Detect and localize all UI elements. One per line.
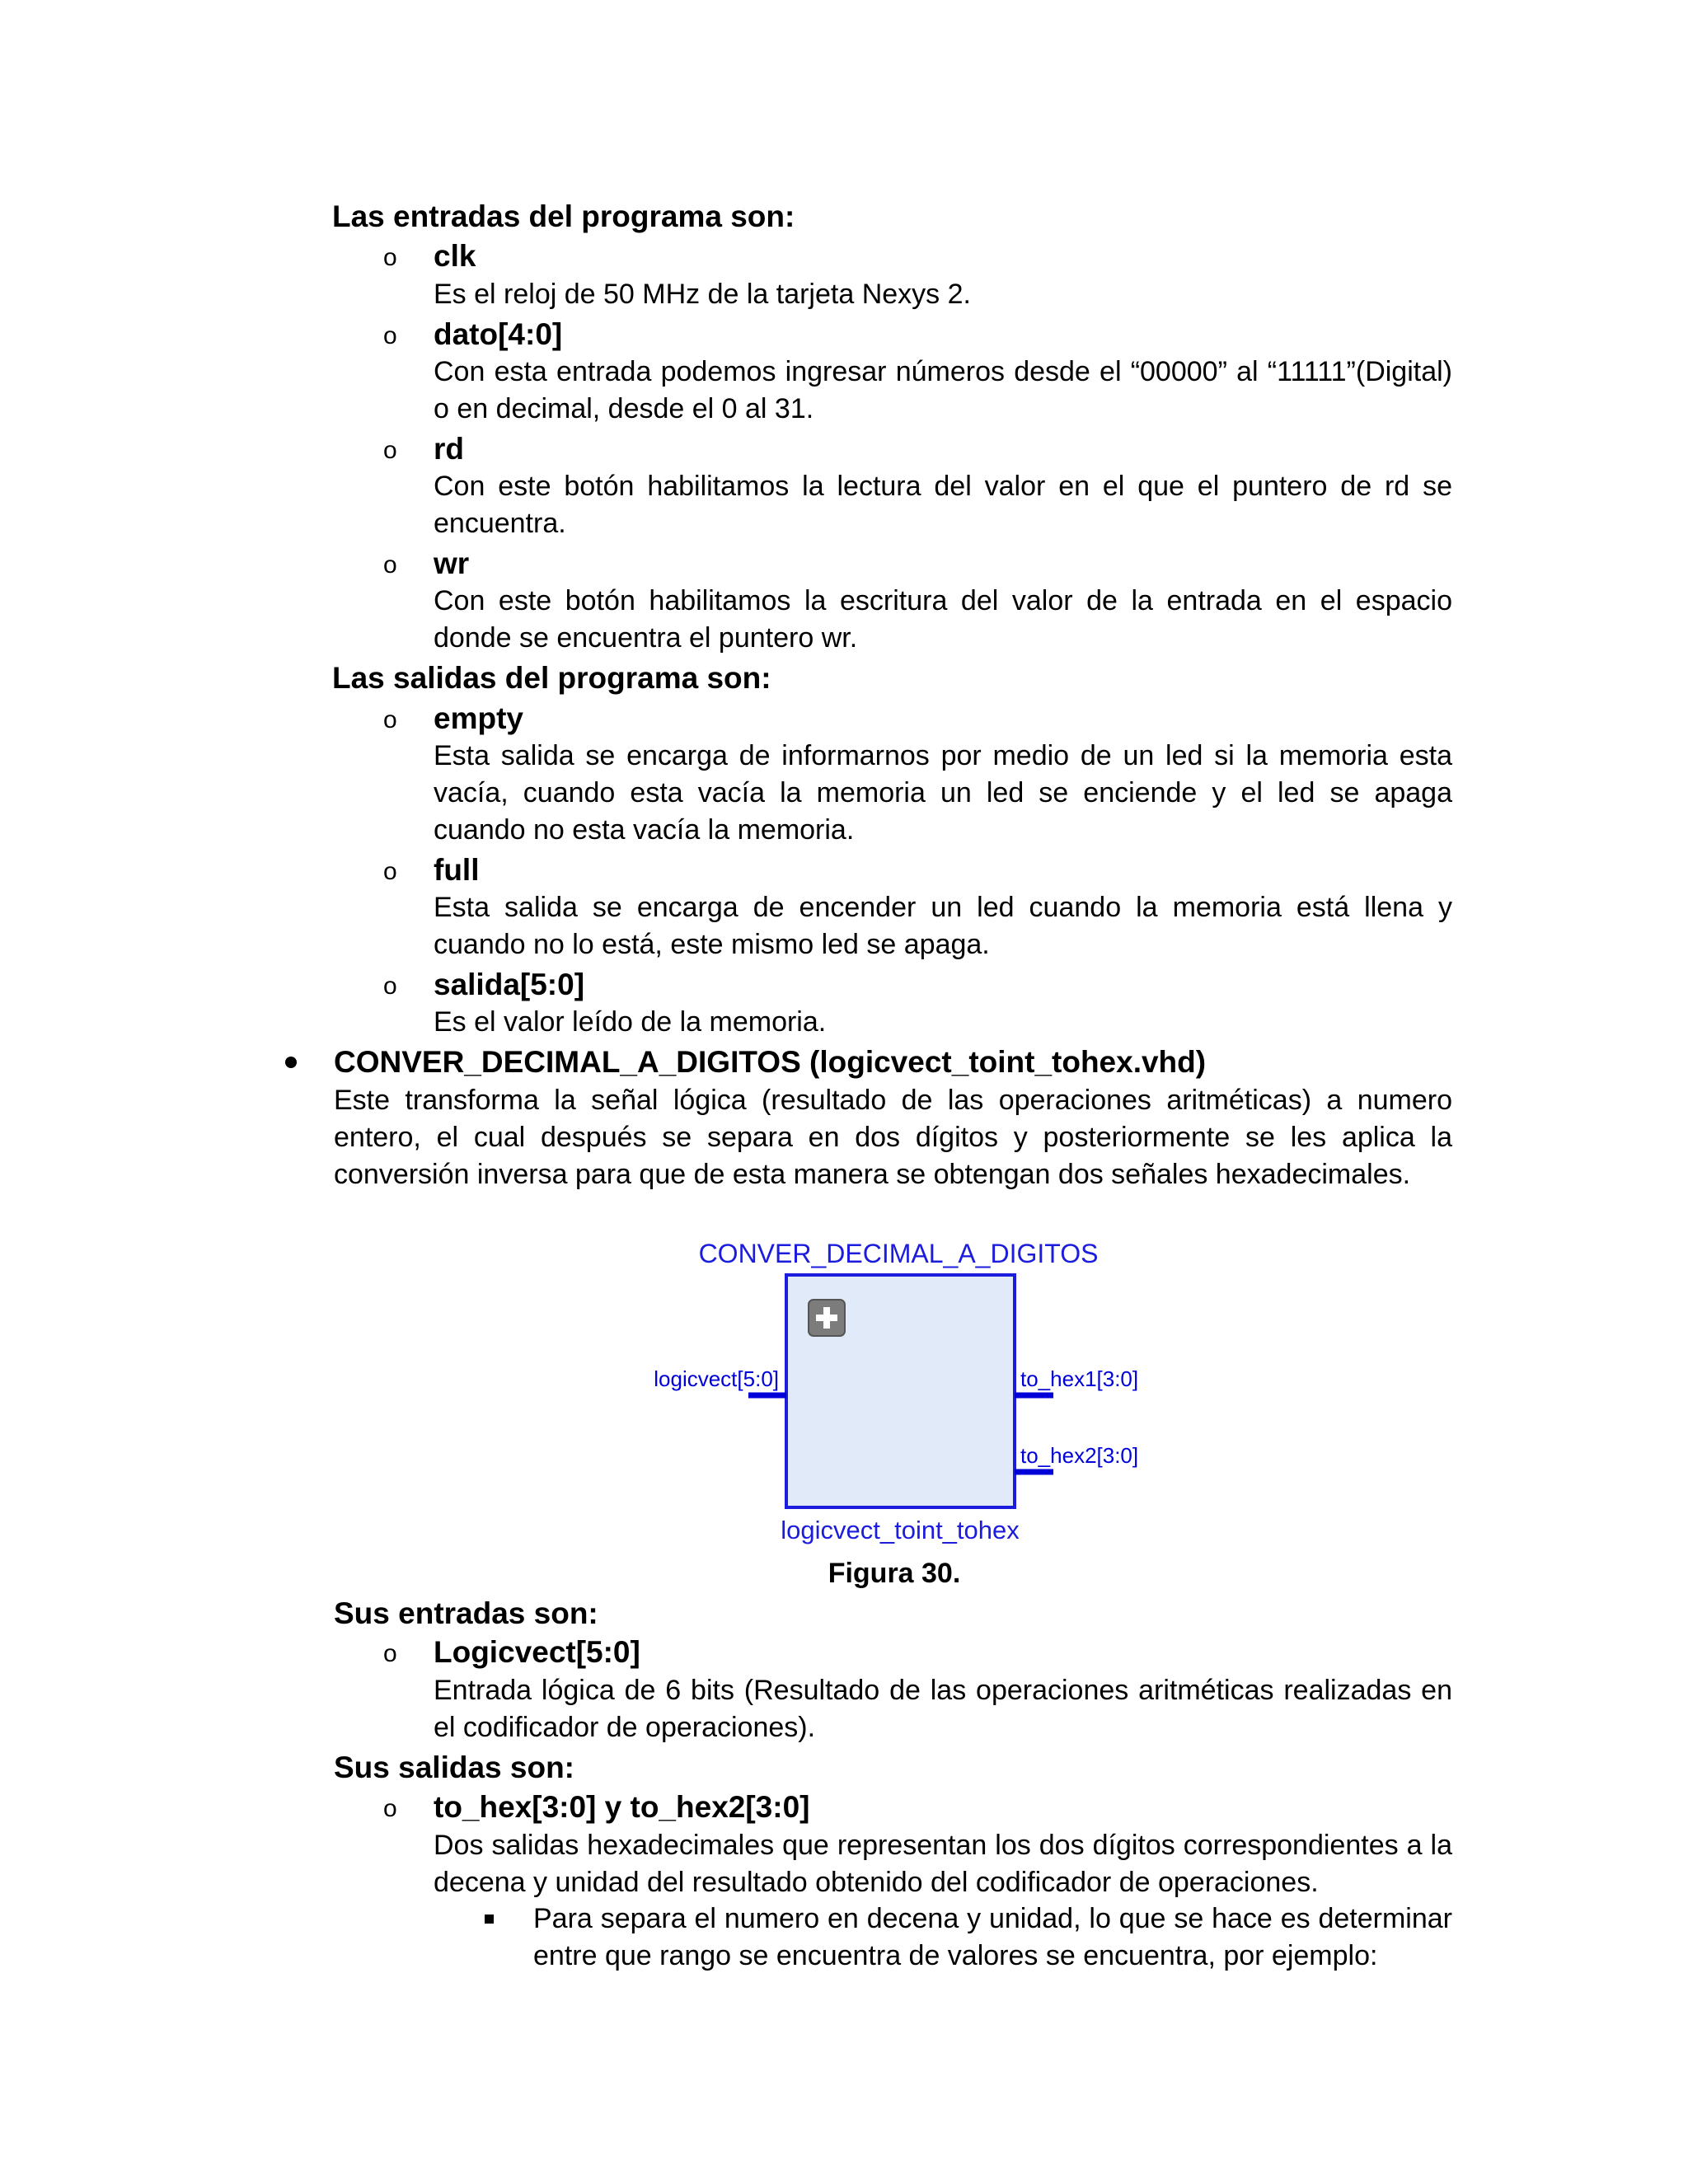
term-logicvect: Logicvect[5:0]	[434, 1635, 640, 1669]
inputs-heading: Las entradas del programa son:	[332, 199, 795, 233]
term-full: full	[434, 853, 480, 887]
square-bullet-icon	[485, 1915, 494, 1924]
figure-caption: Figura 30.	[828, 1558, 961, 1589]
desc-dato: Con esta entrada podemos ingresar números desde el “00000” al “11111”(Digital) o en decimal, desde el 0 al 31.	[434, 356, 1452, 424]
term-clk: clk	[434, 239, 476, 273]
hollow-bullet-icon: o	[383, 972, 397, 1000]
term-empty: empty	[434, 701, 523, 735]
desc-clk: Es el reloj de 50 MHz de la tarjeta Nexys 2.	[434, 279, 971, 310]
hollow-bullet-icon: o	[383, 437, 397, 464]
desc-logicvect: Entrada lógica de 6 bits (Resultado de las operaciones aritméticas realizadas en el codificador de operaciones).	[434, 1675, 1452, 1743]
hollow-bullet-icon: o	[383, 244, 397, 271]
desc-wr: Con este botón habilitamos la escritura del valor de la entrada en el espacio donde se encuentra el puntero wr.	[434, 585, 1452, 654]
hollow-bullet-icon: o	[383, 858, 397, 885]
hollow-bullet-icon: o	[383, 1795, 397, 1822]
hollow-bullet-icon: o	[383, 1640, 397, 1667]
desc-salida: Es el valor leído de la memoria.	[434, 1006, 827, 1038]
desc-rd: Con este botón habilitamos la lectura del valor en el que el puntero de rd se encuentra.	[434, 471, 1452, 539]
desc-to-hex: Dos salidas hexadecimales que representan los dos dígitos correspondientes a la decena y unidad del resultado obtenido del codificador de operaciones.	[434, 1830, 1452, 1898]
hollow-bullet-icon: o	[383, 322, 397, 349]
plus-icon[interactable]	[809, 1300, 845, 1336]
term-wr: wr	[434, 546, 470, 580]
desc-full: Esta salida se encarga de encender un led cuando la memoria está llena y cuando no lo está, este mismo led se apaga.	[434, 892, 1452, 960]
module-outputs-heading: Sus salidas son:	[334, 1750, 574, 1784]
instance-name: logicvect_toint_tohex	[781, 1516, 1020, 1544]
output-port-2-label: to_hex2[3:0]	[1020, 1443, 1139, 1468]
block-title: CONVER_DECIMAL_A_DIGITOS	[698, 1239, 1099, 1268]
module-title: CONVER_DECIMAL_A_DIGITOS (logicvect_toint_tohex.vhd)	[334, 1045, 1207, 1079]
module-description: Este transforma la señal lógica (resultado de las operaciones aritméticas) a numero entero, el cual después se separa en dos dígitos y posteriormente se les aplica la conversión inversa para que de esta manera se obtengan dos señales hexadecimales.	[334, 1085, 1452, 1190]
module-inputs-heading: Sus entradas son:	[334, 1596, 598, 1630]
term-dato: dato[4:0]	[434, 317, 563, 351]
bullet-icon	[285, 1057, 297, 1068]
input-port-label: logicvect[5:0]	[654, 1366, 779, 1391]
hollow-bullet-icon: o	[383, 706, 397, 733]
outputs-heading: Las salidas del programa son:	[332, 661, 771, 695]
term-to-hex: to_hex[3:0] y to_hex2[3:0]	[434, 1790, 810, 1824]
hollow-bullet-icon: o	[383, 551, 397, 579]
term-rd: rd	[434, 432, 464, 466]
desc-empty: Esta salida se encarga de informarnos por medio de un led si la memoria esta vacía, cuando esta vacía la memoria un led se enciende y el led se apaga cuando no esta vacía la memoria.	[434, 740, 1452, 846]
output-port-1-label: to_hex1[3:0]	[1020, 1366, 1139, 1391]
term-salida: salida[5:0]	[434, 968, 585, 1001]
block-diagram	[643, 1232, 1170, 1562]
subitem-text: Para separa el numero en decena y unidad, lo que se hace es determinar entre que rango se encuentra de valores se encuentra, por ejemplo:	[533, 1903, 1452, 1971]
